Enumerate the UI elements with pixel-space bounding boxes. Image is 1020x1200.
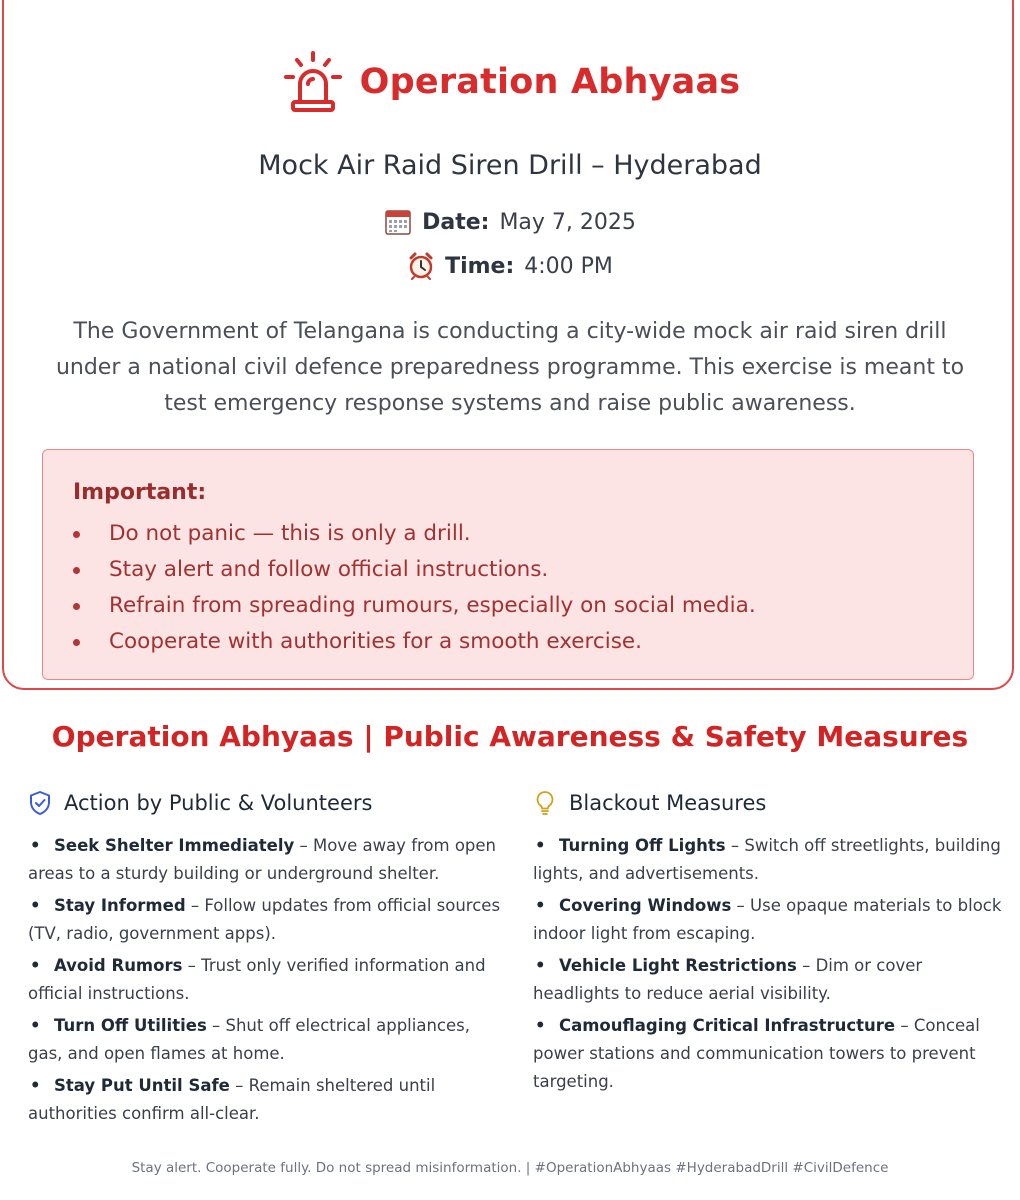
- lightbulb-icon: [533, 790, 557, 816]
- important-item: Refrain from spreading rumours, especially on social media.: [67, 588, 756, 624]
- page-title: Operation Abhyaas: [359, 62, 741, 102]
- time-label: Time:: [445, 253, 515, 279]
- important-alert-box: [42, 449, 974, 680]
- important-list: [67, 516, 756, 660]
- time-row: [0, 252, 1020, 280]
- shield-check-icon: [28, 790, 52, 816]
- drill-subtitle: Mock Air Raid Siren Drill – Hyderabad: [258, 150, 762, 181]
- list-item: • Seek Shelter Immediately – Move away from open areas to a sturdy building or underground shelter.: [28, 836, 497, 883]
- bullet-dot: [73, 531, 80, 538]
- intro-paragraph: The Government of Telangana is conducting a city-wide mock air raid siren drill under a national civil defence preparedness programme. This exercise is meant to test emergency response systems and raise public awareness.: [55, 319, 965, 416]
- bullet-dot: [73, 639, 80, 646]
- list-item: • Camouflaging Critical Infrastructure – Conceal power stations and communication towers to prevent targeting.: [533, 1016, 980, 1091]
- list-item: • Stay Informed – Follow updates from official sources (TV, radio, government apps).: [28, 896, 501, 943]
- public-actions-column: [28, 786, 503, 1132]
- list-item: • Turning Off Lights – Switch off streetlights, building lights, and advertisements.: [533, 836, 1001, 883]
- date-row: [0, 208, 1020, 236]
- list-item: • Stay Put Until Safe – Remain sheltered until authorities confirm all-clear.: [28, 1076, 436, 1123]
- time-value: 4:00 PM: [524, 253, 613, 279]
- blackout-measures-column: [533, 786, 1008, 1100]
- list-item: • Turn Off Utilities – Shut off electrical appliances, gas, and open flames at home.: [28, 1016, 470, 1063]
- blackout-measures-heading: Blackout Measures: [533, 786, 1008, 820]
- bullet-dot: [73, 567, 80, 574]
- footer-note: Stay alert. Cooperate fully. Do not spread misinformation. | #OperationAbhyaas #HyderabadDrill #CivilDefence: [131, 1160, 889, 1176]
- date-label: Date:: [422, 209, 490, 235]
- siren-icon: [280, 50, 346, 114]
- date-value: May 7, 2025: [499, 209, 636, 235]
- important-item: Cooperate with authorities for a smooth exercise.: [67, 624, 756, 660]
- list-item: • Avoid Rumors – Trust only verified information and official instructions.: [28, 956, 486, 1003]
- list-item: • Covering Windows – Use opaque materials to block indoor light from escaping.: [533, 896, 1002, 943]
- public-actions-list: [28, 832, 503, 1128]
- important-item: Stay alert and follow official instructions.: [67, 552, 756, 588]
- important-title: Important:: [73, 480, 207, 505]
- alarm-clock-icon: [407, 252, 435, 280]
- bullet-dot: [73, 603, 80, 610]
- calendar-icon: [384, 208, 412, 236]
- list-item: • Vehicle Light Restrictions – Dim or cover headlights to reduce aerial visibility.: [533, 956, 923, 1003]
- public-actions-heading: Action by Public & Volunteers: [28, 786, 503, 820]
- measures-title: Operation Abhyaas | Public Awareness & Safety Measures: [51, 720, 969, 753]
- blackout-measures-list: [533, 832, 1008, 1096]
- page-title-row: [0, 50, 1020, 114]
- important-item: Do not panic — this is only a drill.: [67, 516, 756, 552]
